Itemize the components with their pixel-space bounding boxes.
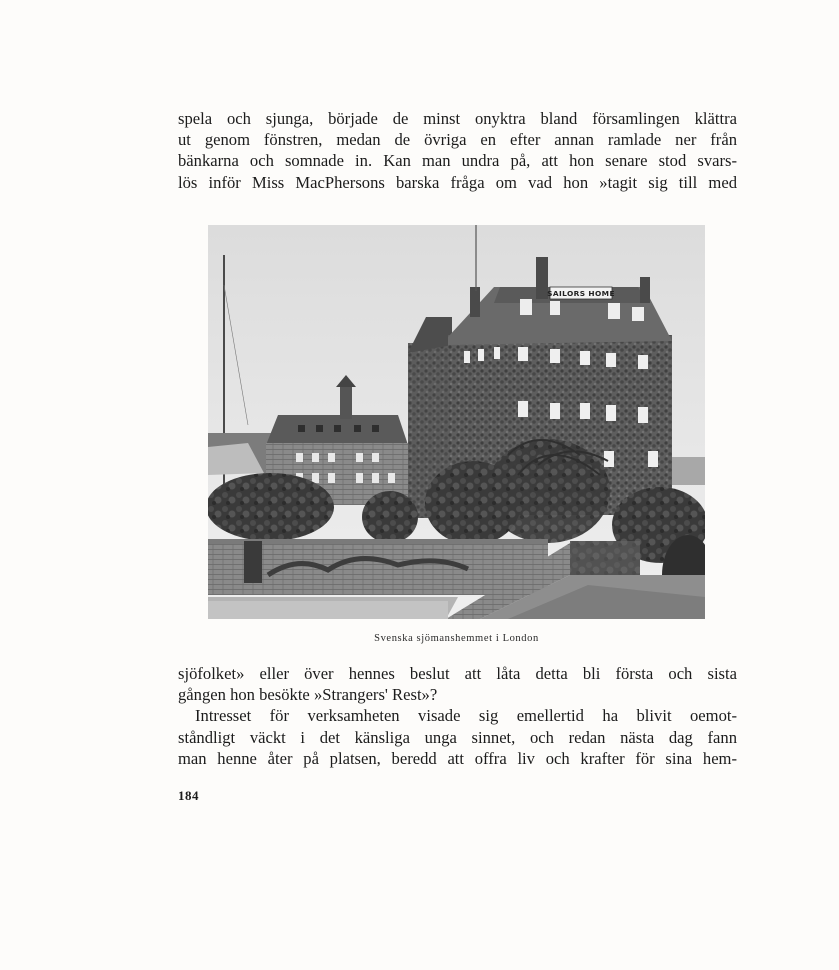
text-line: ståndligt väckt i det känsliga unga sinnet, och redan nästa dag fann bbox=[178, 727, 737, 747]
paragraph-top bbox=[178, 108, 737, 193]
text-line: ut genom fönstren, medan de övriga en efter annan ramlade ner från bbox=[178, 130, 737, 150]
text-line: man henne åter på platsen, beredd att offra liv och krafter för sina hem- bbox=[178, 748, 737, 768]
text-line: Intresset för verksamheten visade sig emellertid ha blivit oemot- bbox=[195, 706, 737, 726]
photo-caption: Svenska sjömanshemmet i London bbox=[374, 633, 539, 644]
text-line: lös inför Miss MacPhersons barska fråga om vad hon »tagit sig till med bbox=[178, 172, 737, 192]
photograph-sailors-home bbox=[208, 225, 705, 619]
text-line: sjöfolket» eller över hennes beslut att låta detta bli första och sista bbox=[178, 664, 737, 683]
text-line: bänkarna och somnade in. Kan man undra på, att hon senare stod svars- bbox=[178, 151, 737, 171]
text-line: gången hon besökte »Strangers' Rest»? bbox=[178, 685, 438, 705]
photo-illustration bbox=[208, 225, 705, 619]
text-line: spela och sjunga, började de minst onyktra bland församlingen klättra bbox=[178, 109, 737, 128]
sailors-home-sign: SAILORS HOME bbox=[547, 289, 615, 298]
page-number: 184 bbox=[178, 788, 199, 803]
paragraph-bottom bbox=[178, 663, 737, 769]
